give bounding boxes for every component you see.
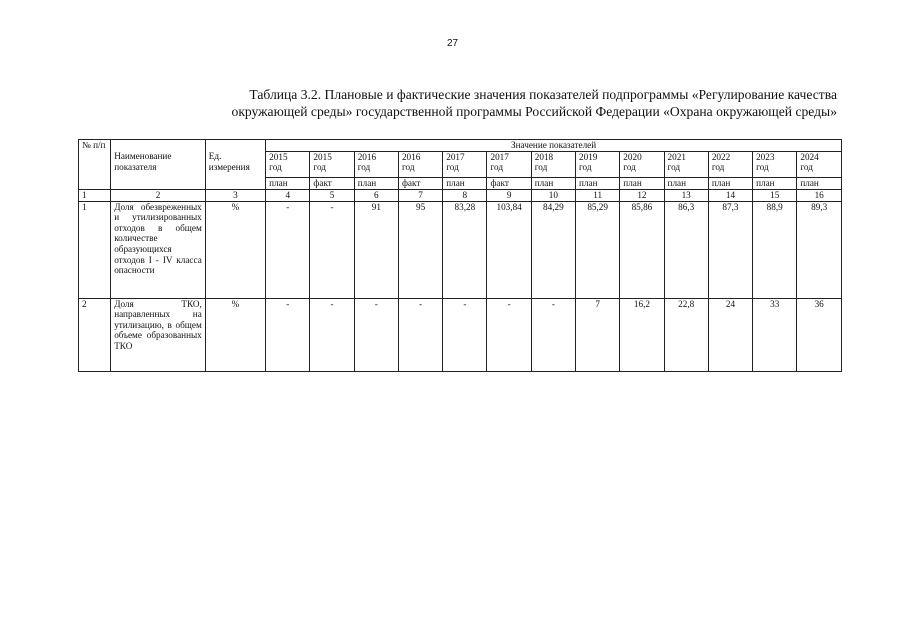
year-cell xyxy=(708,151,752,177)
value-type-cell: факт xyxy=(487,177,531,189)
column-number-cell: 8 xyxy=(443,189,487,201)
year-label: 2016 xyxy=(401,151,421,162)
indicator-name: Доля обезвреженных и утилизированных отходов в общем количестве образующихся отходов I - IV класса опасности xyxy=(111,201,206,298)
year-word: год xyxy=(800,162,813,173)
caption-line-2: окружающей среды» государственной программы Российской Федерации «Охрана окружающей среды» xyxy=(231,104,837,119)
year-word: год xyxy=(313,162,326,173)
value-cell: 89,3 xyxy=(797,201,842,298)
year-cell xyxy=(576,151,620,177)
value-cell: - xyxy=(443,298,487,371)
year-word: год xyxy=(711,162,725,173)
table-body xyxy=(79,140,842,372)
value-cell: 103,84 xyxy=(487,201,531,298)
header-name-text: Наименование показателя xyxy=(114,151,172,172)
value-cell: 36 xyxy=(797,298,842,371)
year-cell xyxy=(354,151,398,177)
header-row-column-numbers xyxy=(79,189,842,201)
value-type-cell: план xyxy=(354,177,398,189)
column-number-cell: 12 xyxy=(620,189,664,201)
column-number-cell: 2 xyxy=(111,189,206,201)
year-word: год xyxy=(667,162,681,173)
year-cell xyxy=(310,151,354,177)
column-number-cell: 5 xyxy=(310,189,354,201)
year-label: 2023 xyxy=(756,151,775,162)
year-cell xyxy=(753,151,797,177)
value-cell: - xyxy=(310,298,354,371)
year-cell xyxy=(266,151,310,177)
value-type-cell: план xyxy=(753,177,797,189)
year-label: 2021 xyxy=(667,151,686,162)
value-cell: 91 xyxy=(354,201,398,298)
year-word: год xyxy=(623,162,636,173)
value-cell: - xyxy=(354,298,398,371)
header-values-group: Значение показателей xyxy=(266,140,842,152)
value-cell: 16,2 xyxy=(620,298,664,371)
value-type-cell: план xyxy=(620,177,664,189)
year-cell xyxy=(620,151,664,177)
year-word: год xyxy=(401,162,415,173)
value-type-cell: план xyxy=(266,177,310,189)
value-cell: - xyxy=(266,201,310,298)
header-row-group xyxy=(79,140,842,152)
value-cell: 88,9 xyxy=(753,201,797,298)
value-cell: 83,28 xyxy=(443,201,487,298)
value-cell: - xyxy=(310,201,354,298)
row-number: 1 xyxy=(79,201,111,298)
value-cell: 86,3 xyxy=(664,201,708,298)
table-caption xyxy=(137,86,837,120)
header-unit-text: Ед. измерения xyxy=(208,151,250,172)
year-cell xyxy=(797,151,842,177)
value-type-cell: план xyxy=(797,177,842,189)
year-label: 2019 xyxy=(579,151,598,162)
column-number-cell: 10 xyxy=(531,189,575,201)
year-label: 2020 xyxy=(623,151,642,162)
value-type-cell: план xyxy=(664,177,708,189)
year-label: 2024 xyxy=(800,151,819,162)
unit-cell: % xyxy=(205,298,265,371)
header-name xyxy=(111,140,206,190)
value-type-cell: план xyxy=(443,177,487,189)
unit-cell: % xyxy=(205,201,265,298)
year-label: 2016 xyxy=(357,151,377,162)
column-number-cell: 1 xyxy=(79,189,111,201)
value-cell: 95 xyxy=(398,201,442,298)
column-number-cell: 3 xyxy=(205,189,265,201)
value-cell: 24 xyxy=(708,298,752,371)
header-unit xyxy=(205,140,265,190)
value-cell: - xyxy=(487,298,531,371)
column-number-cell: 14 xyxy=(708,189,752,201)
table-row xyxy=(79,298,842,371)
year-word: год xyxy=(357,162,371,173)
year-label: 2017 xyxy=(446,151,465,162)
year-label: 2018 xyxy=(534,151,554,162)
column-number-cell: 7 xyxy=(398,189,442,201)
year-word: год xyxy=(446,162,459,173)
value-cell: - xyxy=(266,298,310,371)
column-number-cell: 4 xyxy=(266,189,310,201)
value-cell: - xyxy=(398,298,442,371)
year-label: 2017 xyxy=(490,151,509,162)
table-row xyxy=(79,201,842,298)
value-type-cell: план xyxy=(531,177,575,189)
page-number: 27 xyxy=(446,38,459,49)
indicators-table xyxy=(78,139,842,372)
value-cell: 85,86 xyxy=(620,201,664,298)
year-word: год xyxy=(269,162,282,173)
value-cell: 22,8 xyxy=(664,298,708,371)
year-word: год xyxy=(579,162,592,173)
year-word: год xyxy=(490,162,504,173)
column-number-cell: 16 xyxy=(797,189,842,201)
column-number-cell: 13 xyxy=(664,189,708,201)
year-label: 2015 xyxy=(313,151,332,162)
column-number-cell: 15 xyxy=(753,189,797,201)
year-label: 2015 xyxy=(269,151,288,162)
caption-line-1: Таблица 3.2. Плановые и фактические значения показателей подпрограммы «Регулирование качества xyxy=(249,87,837,102)
year-word: год xyxy=(756,162,769,173)
header-number: № п/п xyxy=(79,140,111,190)
column-number-cell: 9 xyxy=(487,189,531,201)
row-number: 2 xyxy=(79,298,111,371)
column-number-cell: 11 xyxy=(576,189,620,201)
value-type-cell: план xyxy=(708,177,752,189)
year-cell xyxy=(664,151,708,177)
year-cell xyxy=(443,151,487,177)
year-cell xyxy=(398,151,442,177)
value-type-cell: план xyxy=(576,177,620,189)
value-cell: 33 xyxy=(753,298,797,371)
value-type-cell: факт xyxy=(398,177,442,189)
value-cell: 7 xyxy=(576,298,620,371)
year-cell xyxy=(531,151,575,177)
value-cell: 85,29 xyxy=(576,201,620,298)
indicator-name: Доля ТКО, направленных на утилизацию, в общем объеме образованных ТКО xyxy=(111,298,206,371)
year-word: год xyxy=(534,162,548,173)
value-cell: - xyxy=(531,298,575,371)
value-cell: 84,29 xyxy=(531,201,575,298)
year-cell xyxy=(487,151,531,177)
year-label: 2022 xyxy=(711,151,731,162)
column-number-cell: 6 xyxy=(354,189,398,201)
value-type-cell: факт xyxy=(310,177,354,189)
value-cell: 87,3 xyxy=(708,201,752,298)
